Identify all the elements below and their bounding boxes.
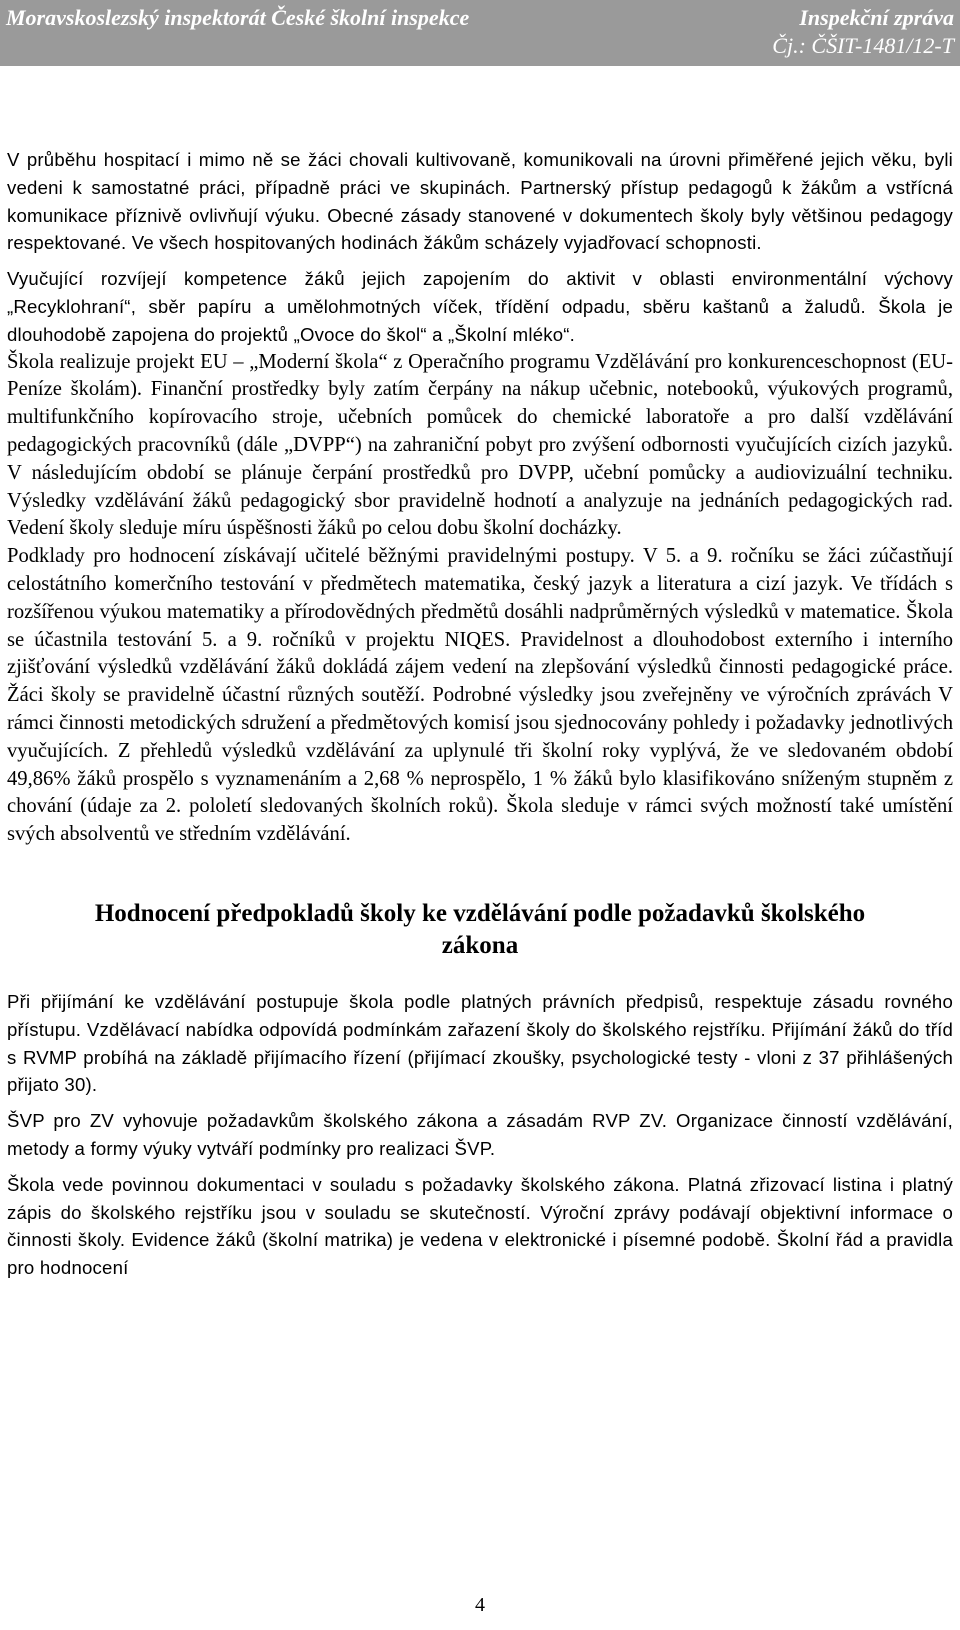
paragraph-projekt-eu: Škola realizuje projekt EU – „Moderní škola“ z Operačního programu Vzdělávání pro konkurenceschopnost (EU-Peníze školám). Finanční prostředky byly zatím čerpány na nákup učebnic, notebooků, výukových programů, multifunkčního kopírovacího stroje, učebních pomůcek do chemické laboratoře a pro další vzdělávání pedagogických pracovníků (dále „DVPP“) na zahraniční pobyt pro zvýšení odbornosti vyučujících cizích jazyků. V následujícím období se plánuje čerpání prostředků pro DVPP, učební pomůcky a audiovizuální techniku. Výsledky vzdělávání žáků pedagogický sbor pravidelně hodnotí a analyzuje na jednáních pedagogických rad. Vedení školy sleduje míru úspěšnosti žáků po celou dobu školní docházky. [7,350,953,540]
section-heading-line2: zákona [441,931,519,959]
reference-number: Čj.: ČŠIT-1481/12-T [772,33,954,58]
section-heading-line1: Hodnocení předpokladů školy ke vzdělávání podle požadavků školského [94,899,866,927]
inspectorate-title: Moravskoslezský inspektorát České školní inspekce [6,5,470,30]
paragraph-prijimani: Při přijímání ke vzdělávání postupuje škola podle platných právních předpisů, respektuje zásadu rovného přístupu. Vzdělávací nabídka odpovídá podmínkám zařazení školy do školského rejstříku. Přijímání žáků do tříd s RVMP probíhá na základě přijímacího řízení (přijímací zkoušky, psychologické testy - vloni z 37 přihlášených přijato 30). [7,990,953,1096]
report-title: Inspekční zpráva [799,5,954,30]
paragraph-kompetence: Vyučující rozvíjejí kompetence žáků jejich zapojením do aktivit v oblasti environmentální výchovy „Recyklohraní“, sběr papíru a umělohmotných víček, třídění odpadu, sběru kaštanů a žaludů. Škola je dlouhodobě zapojena do projektů „Ovoce do škol“ a „Školní mléko“. [7,268,953,345]
paragraph-hodnoceni: Podklady pro hodnocení získávají učitelé běžnými pravidelnými postupy. V 5. a 9. ročníku se žáci zúčastňují celostátního komerčního testování v předmětech matematika, český jazyk a literatura a cizí jazyk. Ve třídách s rozšířenou výukou matematiky a přírodovědných předmětů dosáhli nadprůměrných výsledků v matematice. Škola se účastnila testování 5. a 9. ročníků v projektu NIQES. Pravidelnost a dlouhodobost externího i interního zjišťování výsledků vzdělávání žáků dokládá zájem vedení na zlepšování výsledků činnosti pedagogické práce. Žáci školy se pravidelně účastní různých soutěží. Podrobné výsledky jsou zveřejněny ve výročních zprávách V rámci činnosti metodických sdružení a předmětových komisí jsou sjednocovány pohledy i požadavky jednotlivých vyučujících. Z přehledů výsledků vzdělávání za uplynulé tři školní roky vyplývá, že ve sledovaném období 49,86% žáků prospělo s vyznamenáním a 2,68 % neprospělo, 1 % žáků bylo klasifikováno sníženým stupněm z chování (údaje za 2. pololetí sledovaných školních roků). Škola sleduje v rámci svých možností také umístění svých absolventů ve středním vzdělávání. [7,545,953,846]
paragraph-dokumentace: Škola vede povinnou dokumentaci v souladu s požadavky školského zákona. Platná zřizovací listina i platný zápis do školského rejstříku jsou v souladu se skutečností. Výroční zprávy podávají objektivní informace o činnosti školy. Evidence žáků (školní matrika) je vedena v elektronické i písemné podobě. Školní řád a pravidla pro hodnocení [7,1173,953,1279]
paragraph-hospitace: V průběhu hospitací i mimo ně se žáci chovali kultivovaně, komunikovali na úrovni přiměřené jejich věku, byli vedeni k samostatné práci, případně práci ve skupinách. Partnerský přístup pedagogů k žákům a vstřícná komunikace příznivě ovlivňují výuku. Obecné zásady stanovené v dokumentech školy byly většinou pedagogy respektované. Ve všech hospitovaných hodinách žákům scházely vyjadřovací schopnosti. [7,149,953,254]
page-header [0,0,960,66]
document-body [7,146,953,1282]
report-title-block [772,4,954,60]
page-number: 4 [475,1594,485,1616]
section-heading [7,898,953,962]
paragraph-svp: ŠVP pro ZV vyhovuje požadavkům školského zákona a zásadám RVP ZV. Organizace činností vzdělávání, metody a formy výuky vytváří podmínky pro realizaci ŠVP. [7,1110,953,1159]
